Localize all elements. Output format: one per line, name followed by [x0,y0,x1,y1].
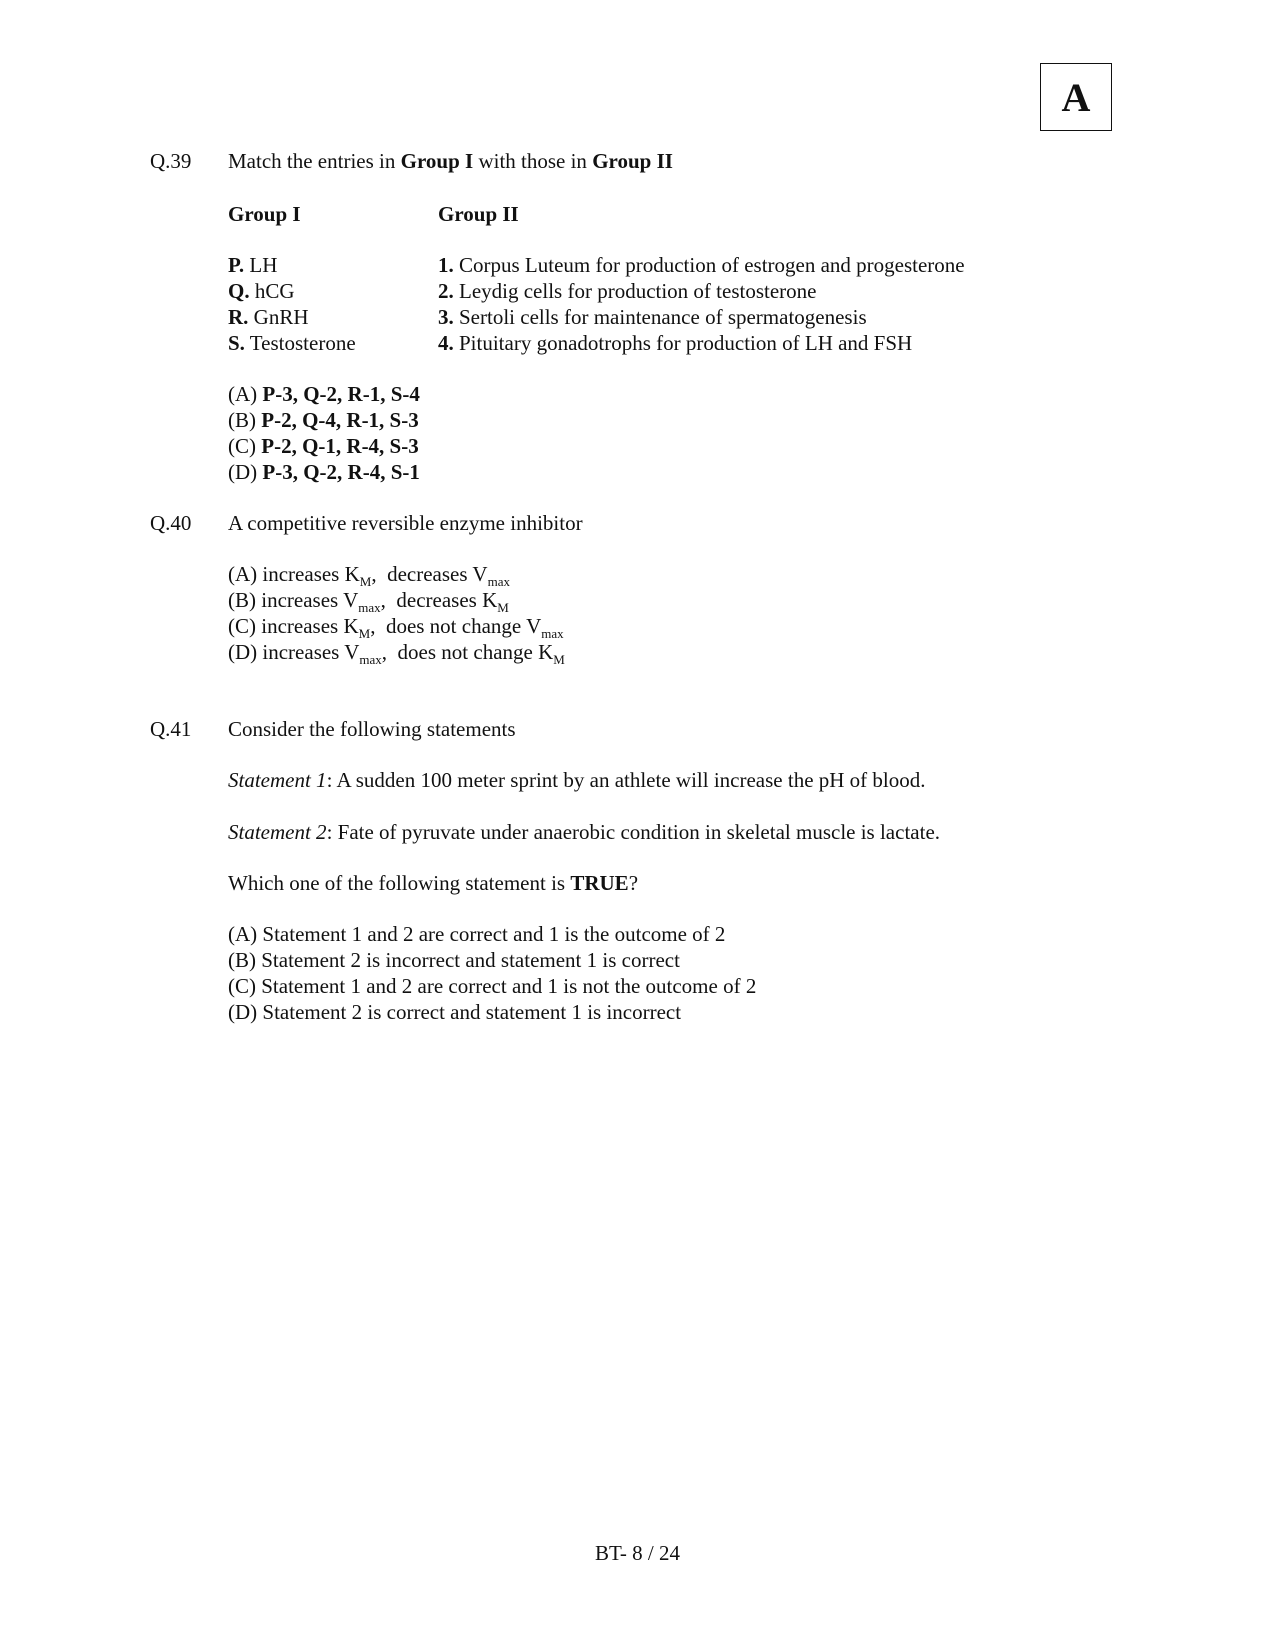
q39-group2-item: 1. Corpus Luteum for production of estrogen and progesterone [438,253,965,277]
q39-group2-item: 4. Pituitary gonadotrophs for production of LH and FSH [438,331,913,355]
q40-option-d: (D) increases $V_{max}$, does not change $K_M$ [228,640,565,667]
q41-option-c: (C) Statement 1 and 2 are correct and 1 is not the outcome of 2 [228,974,757,998]
q41-stem: Consider the following statements [228,717,516,741]
q40-option-c: (C) increases $K_M$, does not change $V_{max}$ [228,614,564,641]
q40-option-b: (B) increases $V_{max}$, decreases $K_M$ [228,588,509,615]
q39-group1-item: P. LH [228,253,278,277]
q39-group1-item: Q. hCG [228,279,295,303]
q39-col1-header: Group I [228,202,301,226]
q40-stem: A competitive reversible enzyme inhibitor [228,511,583,535]
q41-option-a: (A) Statement 1 and 2 are correct and 1 is the outcome of 2 [228,922,726,946]
q41-option-b: (B) Statement 2 is incorrect and statement 1 is correct [228,948,680,972]
q39-group1-item: S. Testosterone [228,331,356,355]
q39-col2-header: Group II [438,202,519,226]
q39-option-c: (C) P-2, Q-1, R-4, S-3 [228,434,419,458]
q39-group2-item: 3. Sertoli cells for maintenance of spermatogenesis [438,305,867,329]
q39-option-d: (D) P-3, Q-2, R-4, S-1 [228,460,420,484]
q41-option-d: (D) Statement 2 is correct and statement 1 is incorrect [228,1000,682,1024]
q40-option-a: (A) increases $K_M$, decreases $V_{max}$ [228,562,510,589]
set-code-box: A [1040,63,1112,131]
q39-stem: Match the entries in Group I with those in Group II [228,149,673,173]
q41-number: Q.41 [150,717,192,741]
q39-number: Q.39 [150,149,192,173]
page-footer: BT- 8 / 24 [595,1541,680,1565]
q39-group1-item: R. GnRH [228,305,309,329]
q41-question: Which one of the following statement is TRUE? [228,871,639,895]
q39-option-a: (A) P-3, Q-2, R-1, S-4 [228,382,420,406]
q41-statement-1: Statement 1: A sudden 100 meter sprint by an athlete will increase the pH of blood. [228,768,926,792]
q40-number: Q.40 [150,511,192,535]
q39-option-b: (B) P-2, Q-4, R-1, S-3 [228,408,419,432]
q39-group2-item: 2. Leydig cells for production of testosterone [438,279,817,303]
q41-statement-2: Statement 2: Fate of pyruvate under anaerobic condition in skeletal muscle is lactate. [228,820,941,844]
